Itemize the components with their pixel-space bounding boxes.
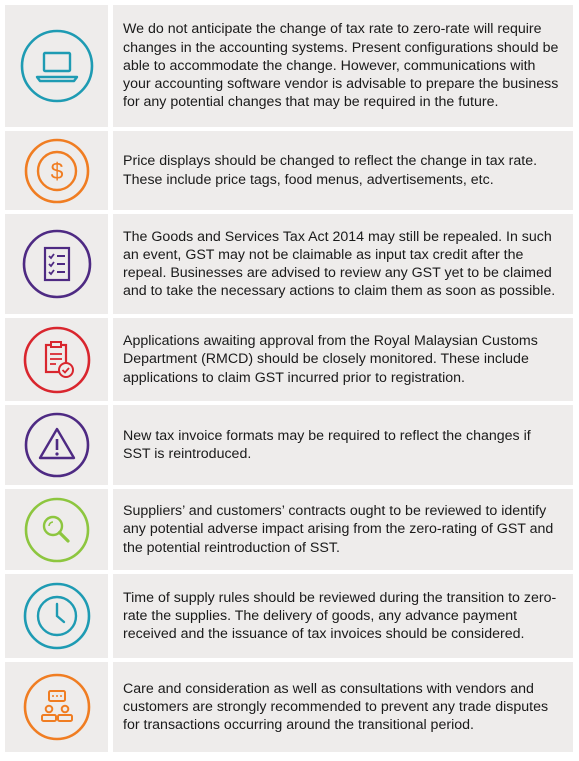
list-item <box>5 574 573 658</box>
svg-text:$: $ <box>50 157 63 184</box>
magnifier-icon <box>23 496 91 564</box>
icon-cell <box>5 131 108 210</box>
item-text: We do not anticipate the change of tax rate to zero-rate will require changes in the accounting systems. Present configurations should be able to accommodate the change. However, communications with your accounting software vendor is advisable to prepare the business for any potential changes that may be required in the future. <box>113 5 573 127</box>
advisory-list <box>5 5 573 756</box>
item-text: The Goods and Services Tax Act 2014 may still be repealed. In such an event, GST may not be claimable as input tax credit after the repeal. Businesses are advised to review any GST yet to be claimed and to take the necessary actions to claim them as soon as possible. <box>113 214 573 314</box>
icon-cell <box>5 318 108 401</box>
item-text: New tax invoice formats may be required to reflect the changes if SST is reintroduced. <box>113 405 573 485</box>
list-item <box>5 318 573 401</box>
list-item <box>5 214 573 314</box>
icon-cell <box>5 405 108 485</box>
clipboard-check-icon <box>22 325 92 395</box>
item-text: Price displays should be changed to reflect the change in tax rate. These include price tags, food menus, advertisements, etc. <box>113 131 573 210</box>
icon-cell <box>5 5 108 127</box>
item-text: Applications awaiting approval from the Royal Malaysian Customs Department (RMCD) should be closely monitored. These include applications to claim GST incurred prior to registration. <box>113 318 573 401</box>
dollar-icon <box>23 137 91 205</box>
icon-cell <box>5 574 108 658</box>
people-discussion-icon <box>22 672 92 742</box>
checklist-icon <box>21 228 93 300</box>
list-item <box>5 131 573 210</box>
list-item <box>5 489 573 570</box>
list-item <box>5 662 573 752</box>
laptop-icon <box>19 28 95 104</box>
item-text: Suppliers’ and customers’ contracts ought to be reviewed to identify any potential adverse impact arising from the zero-rating of GST and the potential reintroduction of SST. <box>113 489 573 570</box>
item-text: Care and consideration as well as consultations with vendors and customers are strongly recommended to prevent any trade disputes for transactions occurring around the transitional period. <box>113 662 573 752</box>
list-item <box>5 5 573 127</box>
icon-cell <box>5 489 108 570</box>
list-item <box>5 405 573 485</box>
icon-cell <box>5 662 108 752</box>
clock-icon <box>22 581 92 651</box>
warning-icon <box>23 411 91 479</box>
item-text: Time of supply rules should be reviewed during the transition to zero-rate the supplies. The delivery of goods, any advance payment received and the issuance of tax invoices should be considered. <box>113 574 573 658</box>
icon-cell <box>5 214 108 314</box>
